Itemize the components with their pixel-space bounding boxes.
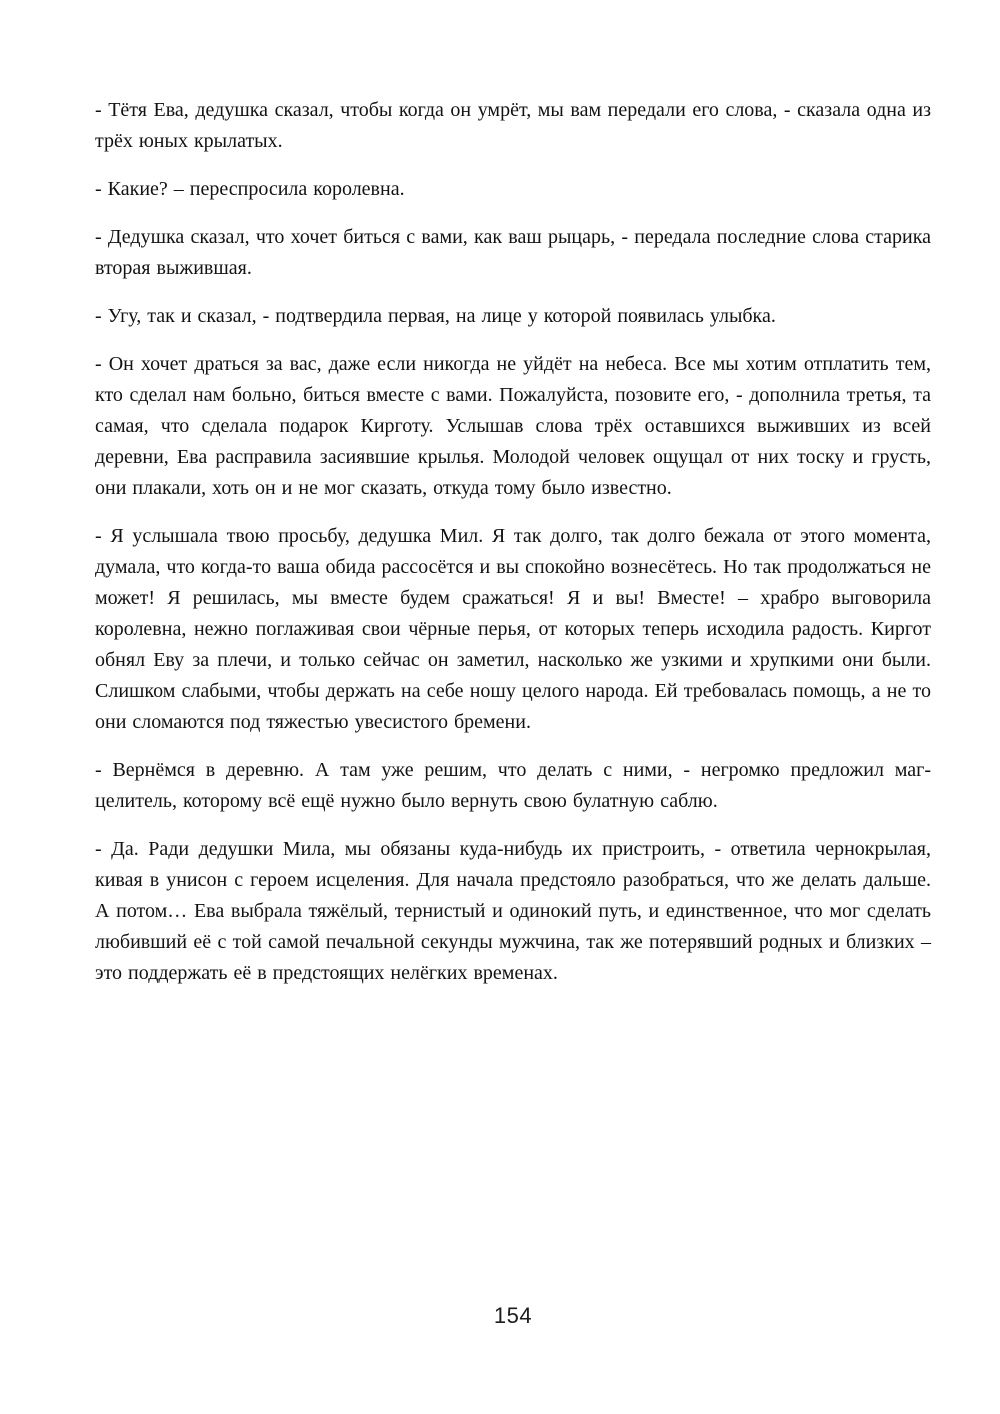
page-body-text xyxy=(95,95,931,1006)
page-footer xyxy=(95,1303,931,1329)
paragraph: - Тётя Ева, дедушка сказал, чтобы когда он умрёт, мы вам передали его слова, - сказала одна из трёх юных крылатых. xyxy=(95,99,931,152)
paragraph: - Какие? – переспросила королевна. xyxy=(95,178,405,200)
paragraph: - Я услышала твою просьбу, дедушка Мил. Я так долго, так долго бежала от этого момента, думала, что когда-то ваша обида рассосётся и вы спокойно вознесётесь. Но так продолжаться не может! Я решилась, мы вместе будем сражаться! Я и вы! Вместе! – храбро выговорила королевна, нежно поглаживая свои чёрные перья, от которых теперь исходила радость. Киргот обнял Еву за плечи, и только сейчас он заметил, насколько же узкими и хрупкими они были. Слишком слабыми, чтобы держать на себе ношу целого народа. Ей требовалась помощь, а не то они сломаются под тяжестью увесистого бремени. xyxy=(95,525,931,733)
paragraph: - Да. Ради дедушки Мила, мы обязаны куда-нибудь их пристроить, - ответила чернокрылая, кивая в унисон с героем исцеления. Для начала предстояло разобраться, что же делать дальше. А потом… Ева выбрала тяжёлый, тернистый и одинокий путь, и единственное, что мог сделать любивший её с той самой печальной секунды мужчина, так же потерявший родных и близких – это поддержать её в предстоящих нелёгких временах. xyxy=(95,838,931,984)
paragraph: - Он хочет драться за вас, даже если никогда не уйдёт на небеса. Все мы хотим отплатить тем, кто сделал нам больно, биться вместе с вами. Пожалуйста, позовите его, - дополнила третья, та самая, что сделала подарок Кирготу. Услышав слова трёх оставшихся выживших из всей деревни, Ева расправила засиявшие крылья. Молодой человек ощущал от них тоску и грусть, они плакали, хоть он и не мог сказать, откуда тому было известно. xyxy=(95,353,931,499)
paragraph: - Дедушка сказал, что хочет биться с вами, как ваш рыцарь, - передала последние слова старика вторая выжившая. xyxy=(95,226,931,279)
paragraph: - Угу, так и сказал, - подтвердила первая, на лице у которой появилась улыбка. xyxy=(95,305,776,327)
page-number: 154 xyxy=(493,1303,533,1328)
paragraph: - Вернёмся в деревню. А там уже решим, что делать с ними, - негромко предложил маг-целитель, которому всё ещё нужно было вернуть свою булатную саблю. xyxy=(95,759,931,812)
